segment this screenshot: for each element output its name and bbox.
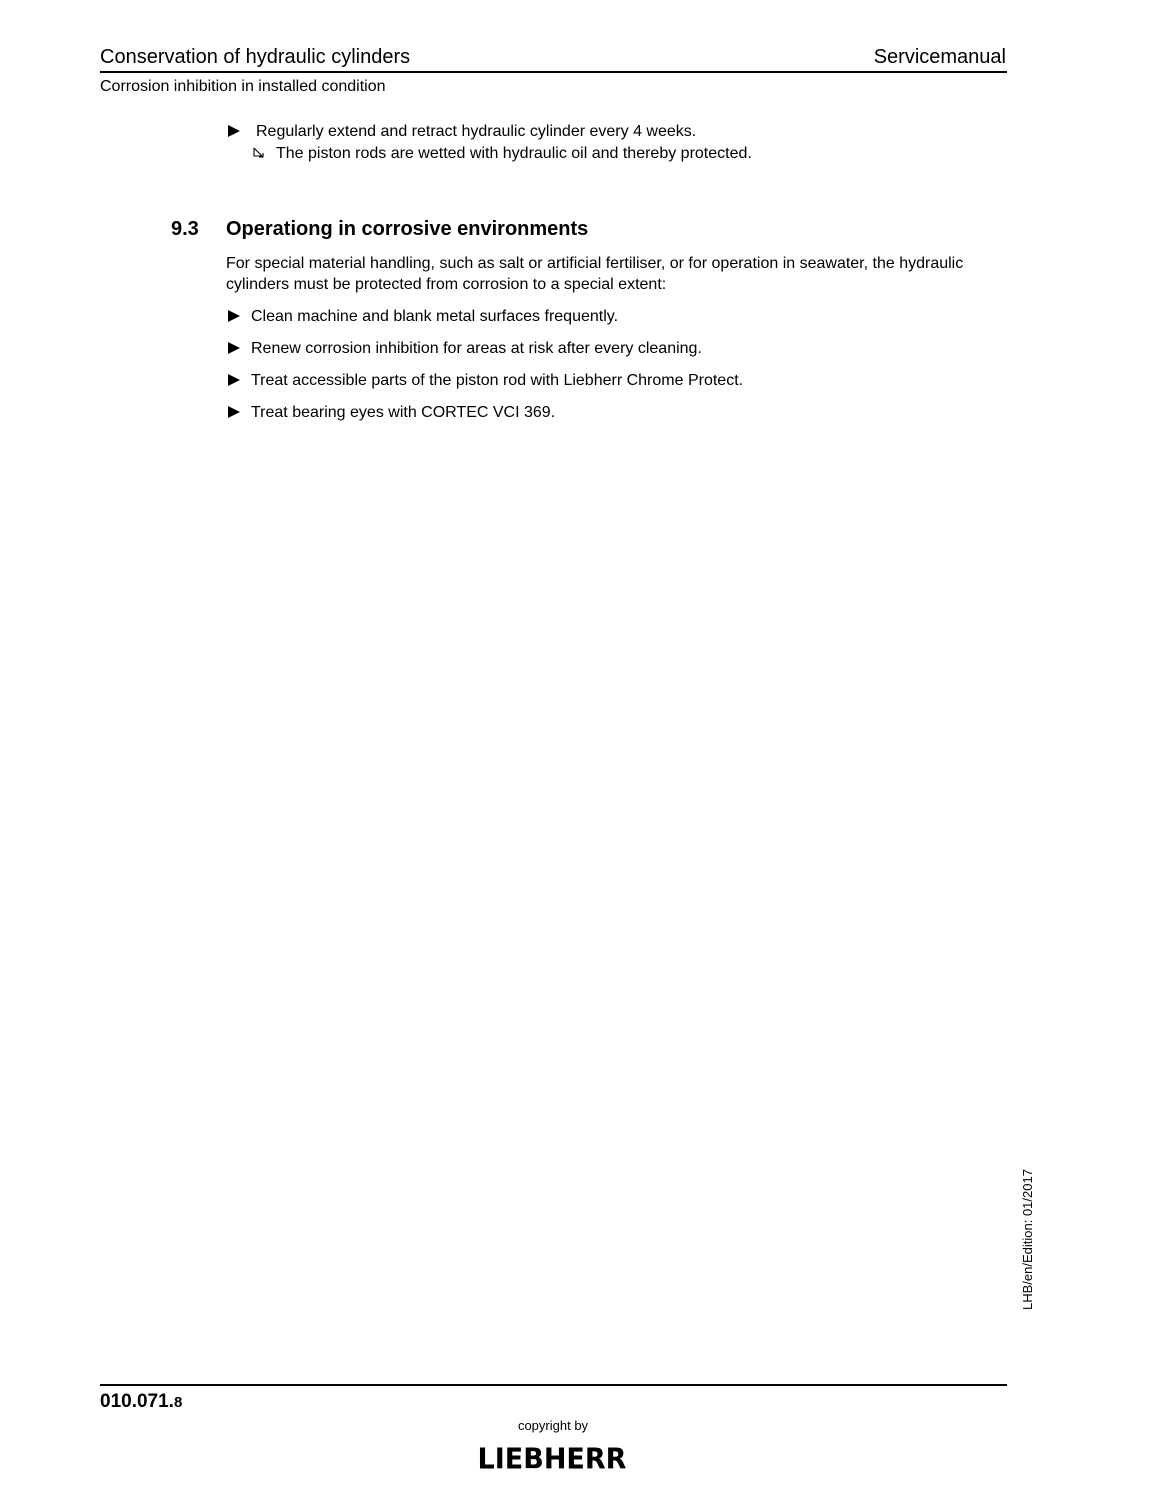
document-type: Servicemanual: [873, 46, 1006, 68]
list-item: Renew corrosion inhibition for areas at risk after every cleaning.: [251, 340, 702, 357]
section-intro: For special material handling, such as salt or artificial fertiliser, or for operation in seawater, the hydraulic cylinders must be protected from corrosion to a special extent:: [226, 255, 964, 293]
step-result: The piston rods are wetted with hydraulic oil and thereby protected.: [276, 145, 752, 162]
result-arrow-icon: [251, 146, 267, 162]
edition-note: LHB/en/Edition: 01/2017: [1020, 1169, 1035, 1310]
liebherr-logo: LIEBHERR: [477, 1443, 627, 1476]
list-item: Clean machine and blank metal surfaces frequently.: [251, 308, 619, 325]
header-divider: [100, 71, 1007, 73]
list-item: Treat bearing eyes with CORTEC VCI 369.: [251, 404, 556, 421]
page-number: [100, 1390, 182, 1415]
right-triangle-icon: [227, 309, 241, 323]
right-triangle-icon: [227, 124, 241, 138]
copyright-label: copyright by: [517, 1418, 589, 1433]
document-title: Conservation of hydraulic cylinders: [100, 46, 411, 68]
section-heading: Operationg in corrosive environments: [226, 218, 589, 240]
section-number: 9.3: [171, 218, 199, 240]
list-item: Treat accessible parts of the piston rod with Liebherr Chrome Protect.: [251, 372, 744, 389]
page-number-main: 010.071.: [100, 1391, 174, 1412]
page-number-sub: 8: [173, 1394, 183, 1411]
chapter-subtitle: Corrosion inhibition in installed condition: [100, 78, 386, 95]
footer-divider: [100, 1384, 1007, 1386]
right-triangle-icon: [227, 341, 241, 355]
right-triangle-icon: [227, 405, 241, 419]
step-instruction: Regularly extend and retract hydraulic cylinder every 4 weeks.: [256, 123, 697, 140]
right-triangle-icon: [227, 373, 241, 387]
